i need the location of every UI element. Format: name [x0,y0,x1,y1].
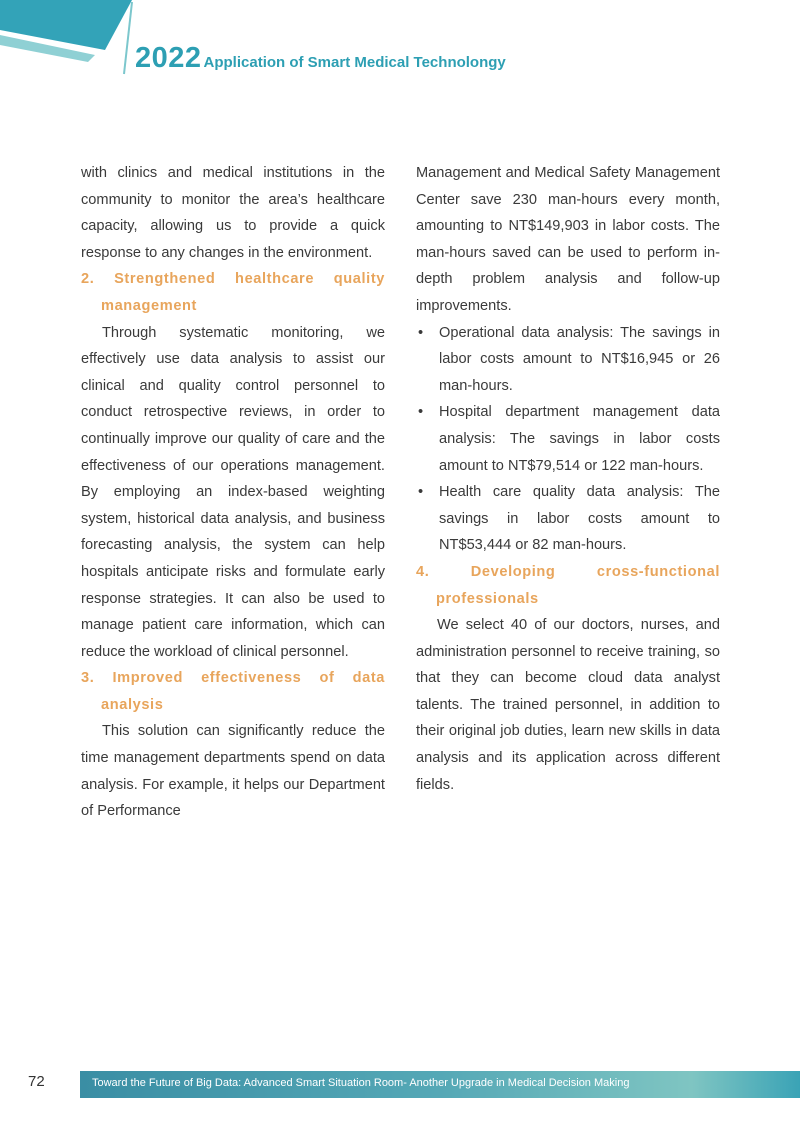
section-2-heading: 2. Strengthened healthcare quality management [81,271,385,314]
savings-list [416,320,720,559]
section-2-body: Through systematic monitoring, we effectively use data analysis to assist our clinical and quality control personnel to conduct retrospective reviews, in order to continually improve our quality of care and the effectiveness of our operations management. By employing an index-based weighting system, historical data analysis, and business forecasting analysis, the system can help hospitals anticipate risks and formulate early response strategies. It can also be used to manage patient care information, which can reduce the workload of clinical personnel. [81,324,385,660]
list-item-text: Hospital department management data analysis: The savings in labor costs amount to NT$79,514 or 122 man-hours. [439,404,720,474]
list-item [416,479,720,559]
section-4-heading: 4. Developing cross-functional professionals [416,563,720,607]
corner-decoration [0,0,140,80]
list-item-text: Health care quality data analysis: The savings in labor costs amount to NT$53,444 or 82 man-hours. [439,484,720,554]
bullet-icon: • [418,484,424,501]
intro-paragraph: with clinics and medical institutions in the community to monitor the area’s healthcare capacity, allowing us to provide a quick response to any changes in the environment. [81,165,385,261]
section-3-heading: 3. Improved effectiveness of data analysis [81,670,385,713]
right-column [416,160,720,798]
header-subtitle: Application of Smart Medical Technolongy [203,54,506,71]
running-header [135,42,506,75]
continued-paragraph: Management and Medical Safety Management Center save 230 man-hours every month, amounting to NT$149,903 in labor costs. The man-hours saved can be used to perform in-depth problem analysis and follow-up improvements. [416,165,720,314]
list-item [416,320,720,400]
list-item [416,399,720,479]
page-number: 72 [28,1073,45,1090]
section-4-body: We select 40 of our doctors, nurses, and administration personnel to receive training, so that they can become cloud data analyst talents. The trained personnel, in addition to their original job duties, learn new skills in data analysis and its application across different fields. [416,617,720,793]
footer-bar [80,1071,800,1098]
bullet-icon: • [418,404,424,421]
left-column [81,160,385,825]
bullet-icon: • [418,324,424,341]
list-item-text: Operational data analysis: The savings in labor costs amount to NT$16,945 or 26 man-hours. [439,324,720,394]
section-3-body: This solution can significantly reduce the time management departments spend on data analysis. For example, it helps our Department of Performance [81,723,385,820]
footer-text: Toward the Future of Big Data: Advanced Smart Situation Room- Another Upgrade in Medical Decision Making [92,1077,630,1089]
header-year: 2022 [135,42,202,74]
